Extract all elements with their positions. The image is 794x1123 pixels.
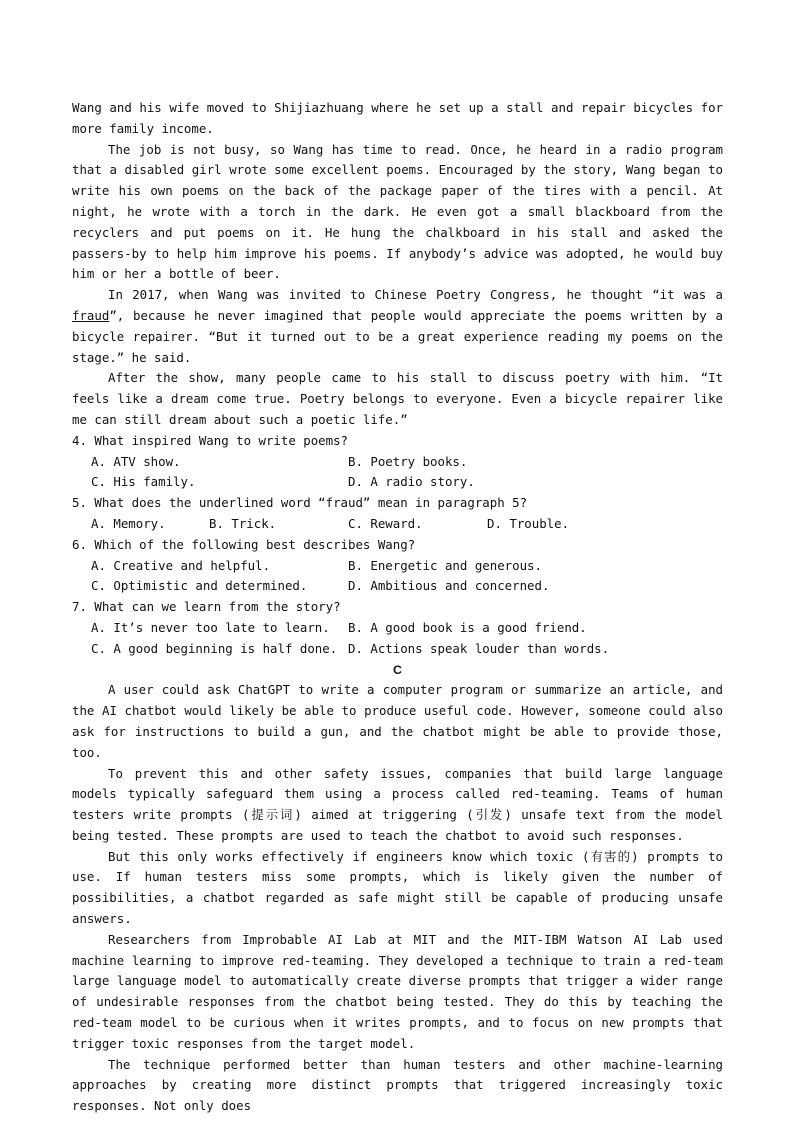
passage-b-paragraph-4: After the show, many people came to his stall to discuss poetry with him. “It feels like a dream come true. Poetry belongs to everyone. Even a bicycle repairer like me can still dream about such a poetic life.” <box>72 370 723 427</box>
passage-b-paragraph-1: Wang and his wife moved to Shijiazhuang where he set up a stall and repair bicycles for more family income. <box>72 100 723 136</box>
question-4-stem: 4. What inspired Wang to write poems? <box>72 432 349 448</box>
section-c-paragraph-1: A user could ask ChatGPT to write a computer program or summarize an article, and the AI chatbot would likely be able to produce useful code. However, someone could also ask for instructions to build a gun, and the chatbot might be able to provide those, too. <box>72 682 723 760</box>
question-7-option-b: B. A good book is a good friend. <box>348 619 587 635</box>
question-5-option-a: A. Memory. <box>91 515 166 531</box>
document-page <box>72 98 723 1117</box>
question-5-option-b: B. Trick. <box>209 515 277 531</box>
question-5-option-c: C. Reward. <box>348 515 423 531</box>
question-4-option-d: D. A radio story. <box>348 474 475 490</box>
question-4-options-row-1 <box>72 452 723 473</box>
question-6-stem: 6. Which of the following best describes Wang? <box>72 536 416 552</box>
question-5-options-row <box>72 514 723 535</box>
passage-b-paragraph-2: The job is not busy, so Wang has time to read. Once, he heard in a radio program that a disabled girl wrote some excellent poems. Encouraged by the story, Wang began to write his own poems on the back of the package paper of the tires with a pencil. At night, he wrote with a torch in the dark. He even got a small blackboard from the recyclers and put poems on it. He hung the chalkboard in his stall and asked the passers-by to help him improve his poems. If anybody’s advice was adopted, he would buy him or her a bottle of beer. <box>72 141 723 282</box>
question-6-option-b: B. Energetic and generous. <box>348 557 542 573</box>
question-6-option-d: D. Ambitious and concerned. <box>348 578 550 594</box>
question-7-option-c: C. A good beginning is half done. <box>91 640 338 656</box>
section-c-paragraph-4: Researchers from Improbable AI Lab at MIT and the MIT-IBM Watson AI Lab used machine learning to improve red-teaming. They developed a technique to train a red-team large language model to automatically create diverse prompts that trigger a wider range of undesirable responses from the chatbot being tested. They do this by teaching the red-team model to be curious when it writes prompts, and to focus on new prompts that trigger toxic responses from the target model. <box>72 931 723 1051</box>
question-6-option-a: A. Creative and helpful. <box>91 557 271 573</box>
question-7-options-row-2 <box>72 639 723 660</box>
section-c-heading: C <box>393 662 402 677</box>
p3-text-before: In 2017, when Wang was invited to Chinese Poetry Congress, he thought “it was a <box>108 287 723 303</box>
question-4-option-a: A. ATV show. <box>91 453 181 469</box>
passage-b-paragraph-3 <box>72 285 723 368</box>
underlined-word-fraud: fraud <box>72 307 110 323</box>
question-4-option-b: B. Poetry books. <box>348 453 468 469</box>
question-7-stem: 7. What can we learn from the story? <box>72 599 341 615</box>
question-4-option-c: C. His family. <box>91 474 196 490</box>
question-6-option-c: C. Optimistic and determined. <box>91 578 308 594</box>
question-7-option-d: D. Actions speak louder than words. <box>348 640 610 656</box>
question-7-options-row-1 <box>72 618 723 639</box>
question-6-options-row-2 <box>72 576 723 597</box>
question-5-option-d: D. Trouble. <box>487 515 570 531</box>
section-c-paragraph-3: But this only works effectively if engineers know which toxic (有害的) prompts to use. If human testers miss some prompts, which is likely given the number of possibilities, a chatbot regarded as safe might still be capable of producing unsafe answers. <box>72 848 723 927</box>
p3-text-after: ”, because he never imagined that people would appreciate the poems written by a bicycle repairer. “But it turned out to be a great experience reading my poems on the stage.” he said. <box>72 307 723 365</box>
question-6-options-row-1 <box>72 556 723 577</box>
question-5-stem: 5. What does the underlined word “fraud” mean in paragraph 5? <box>72 495 528 511</box>
question-7-option-a: A. It’s never too late to learn. <box>91 619 330 635</box>
question-4-options-row-2 <box>72 472 723 493</box>
section-c-paragraph-5: The technique performed better than human testers and other machine-learning approaches by creating more distinct prompts that triggered increasingly toxic responses. Not only does <box>72 1056 723 1114</box>
section-c-paragraph-2: To prevent this and other safety issues, companies that build large language models typically safeguard them using a process called red-teaming. Teams of human testers write prompts (提示词) aimed at triggering (引发) unsafe text from the model being tested. These prompts are used to teach the chatbot to avoid such responses. <box>72 765 723 843</box>
